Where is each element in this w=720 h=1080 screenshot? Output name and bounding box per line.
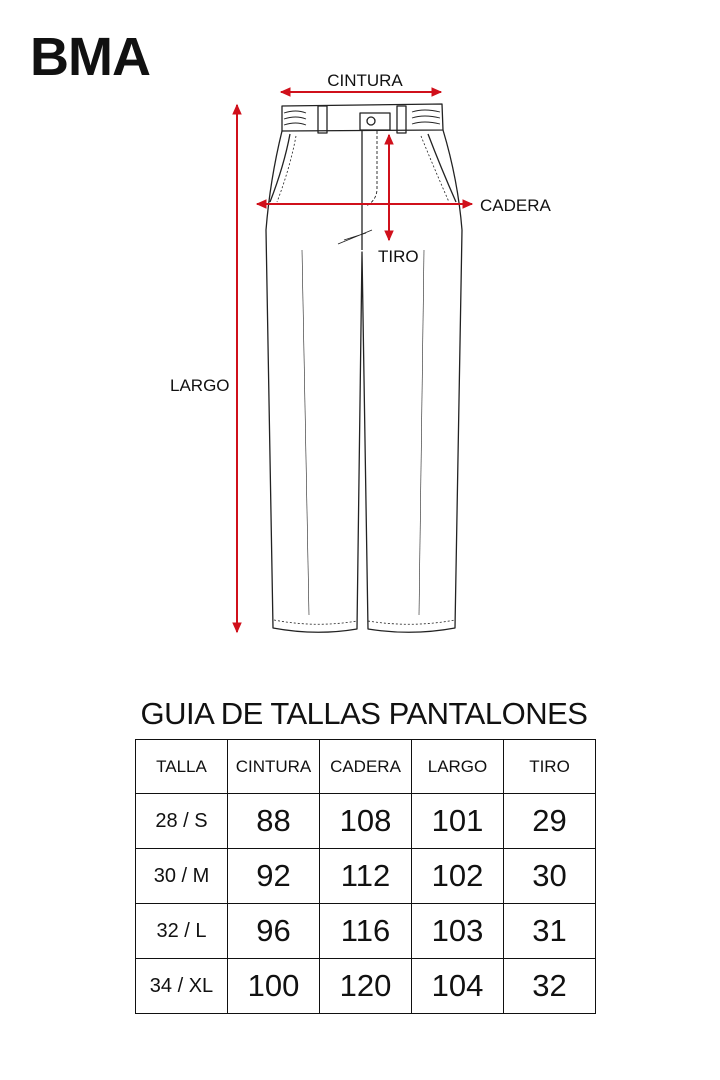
header-cell-rise: TIRO bbox=[504, 740, 596, 794]
table-cell: 88 bbox=[228, 794, 320, 849]
table-cell-size: 30 / M bbox=[136, 849, 228, 904]
header-cell-hip: CADERA bbox=[320, 740, 412, 794]
table-cell: 102 bbox=[412, 849, 504, 904]
pocket-left bbox=[270, 134, 290, 202]
size-table bbox=[135, 739, 596, 1014]
table-header-row bbox=[136, 740, 596, 794]
table-cell: 32 bbox=[504, 959, 596, 1014]
table-cell-size: 34 / XL bbox=[136, 959, 228, 1014]
length-label: LARGO bbox=[170, 376, 230, 395]
table-cell: 112 bbox=[320, 849, 412, 904]
table-cell: 120 bbox=[320, 959, 412, 1014]
pants-silhouette bbox=[266, 130, 462, 632]
brand-logo: BMA bbox=[30, 27, 150, 87]
table-cell: 104 bbox=[412, 959, 504, 1014]
table-cell: 30 bbox=[504, 849, 596, 904]
rise-label: TIRO bbox=[378, 247, 419, 266]
waistband bbox=[282, 104, 443, 131]
size-guide-title: GUIA DE TALLAS PANTALONES bbox=[140, 696, 588, 731]
table-row bbox=[136, 904, 596, 959]
table-cell: 31 bbox=[504, 904, 596, 959]
table-row bbox=[136, 794, 596, 849]
table-cell: 108 bbox=[320, 794, 412, 849]
table-cell: 96 bbox=[228, 904, 320, 959]
table-cell-size: 32 / L bbox=[136, 904, 228, 959]
header-cell-length: LARGO bbox=[412, 740, 504, 794]
table-cell: 29 bbox=[504, 794, 596, 849]
table-row bbox=[136, 849, 596, 904]
table-cell-size: 28 / S bbox=[136, 794, 228, 849]
table-row bbox=[136, 959, 596, 1014]
hip-label: CADERA bbox=[480, 196, 551, 215]
pants-outline bbox=[266, 104, 462, 632]
table-cell: 101 bbox=[412, 794, 504, 849]
pocket-right bbox=[428, 134, 456, 202]
header-cell-size: TALLA bbox=[136, 740, 228, 794]
table-cell: 103 bbox=[412, 904, 504, 959]
fly-stitch bbox=[366, 131, 377, 206]
table-cell: 116 bbox=[320, 904, 412, 959]
table-cell: 100 bbox=[228, 959, 320, 1014]
header-cell-waist: CINTURA bbox=[228, 740, 320, 794]
waist-label: CINTURA bbox=[327, 71, 403, 90]
table-cell: 92 bbox=[228, 849, 320, 904]
